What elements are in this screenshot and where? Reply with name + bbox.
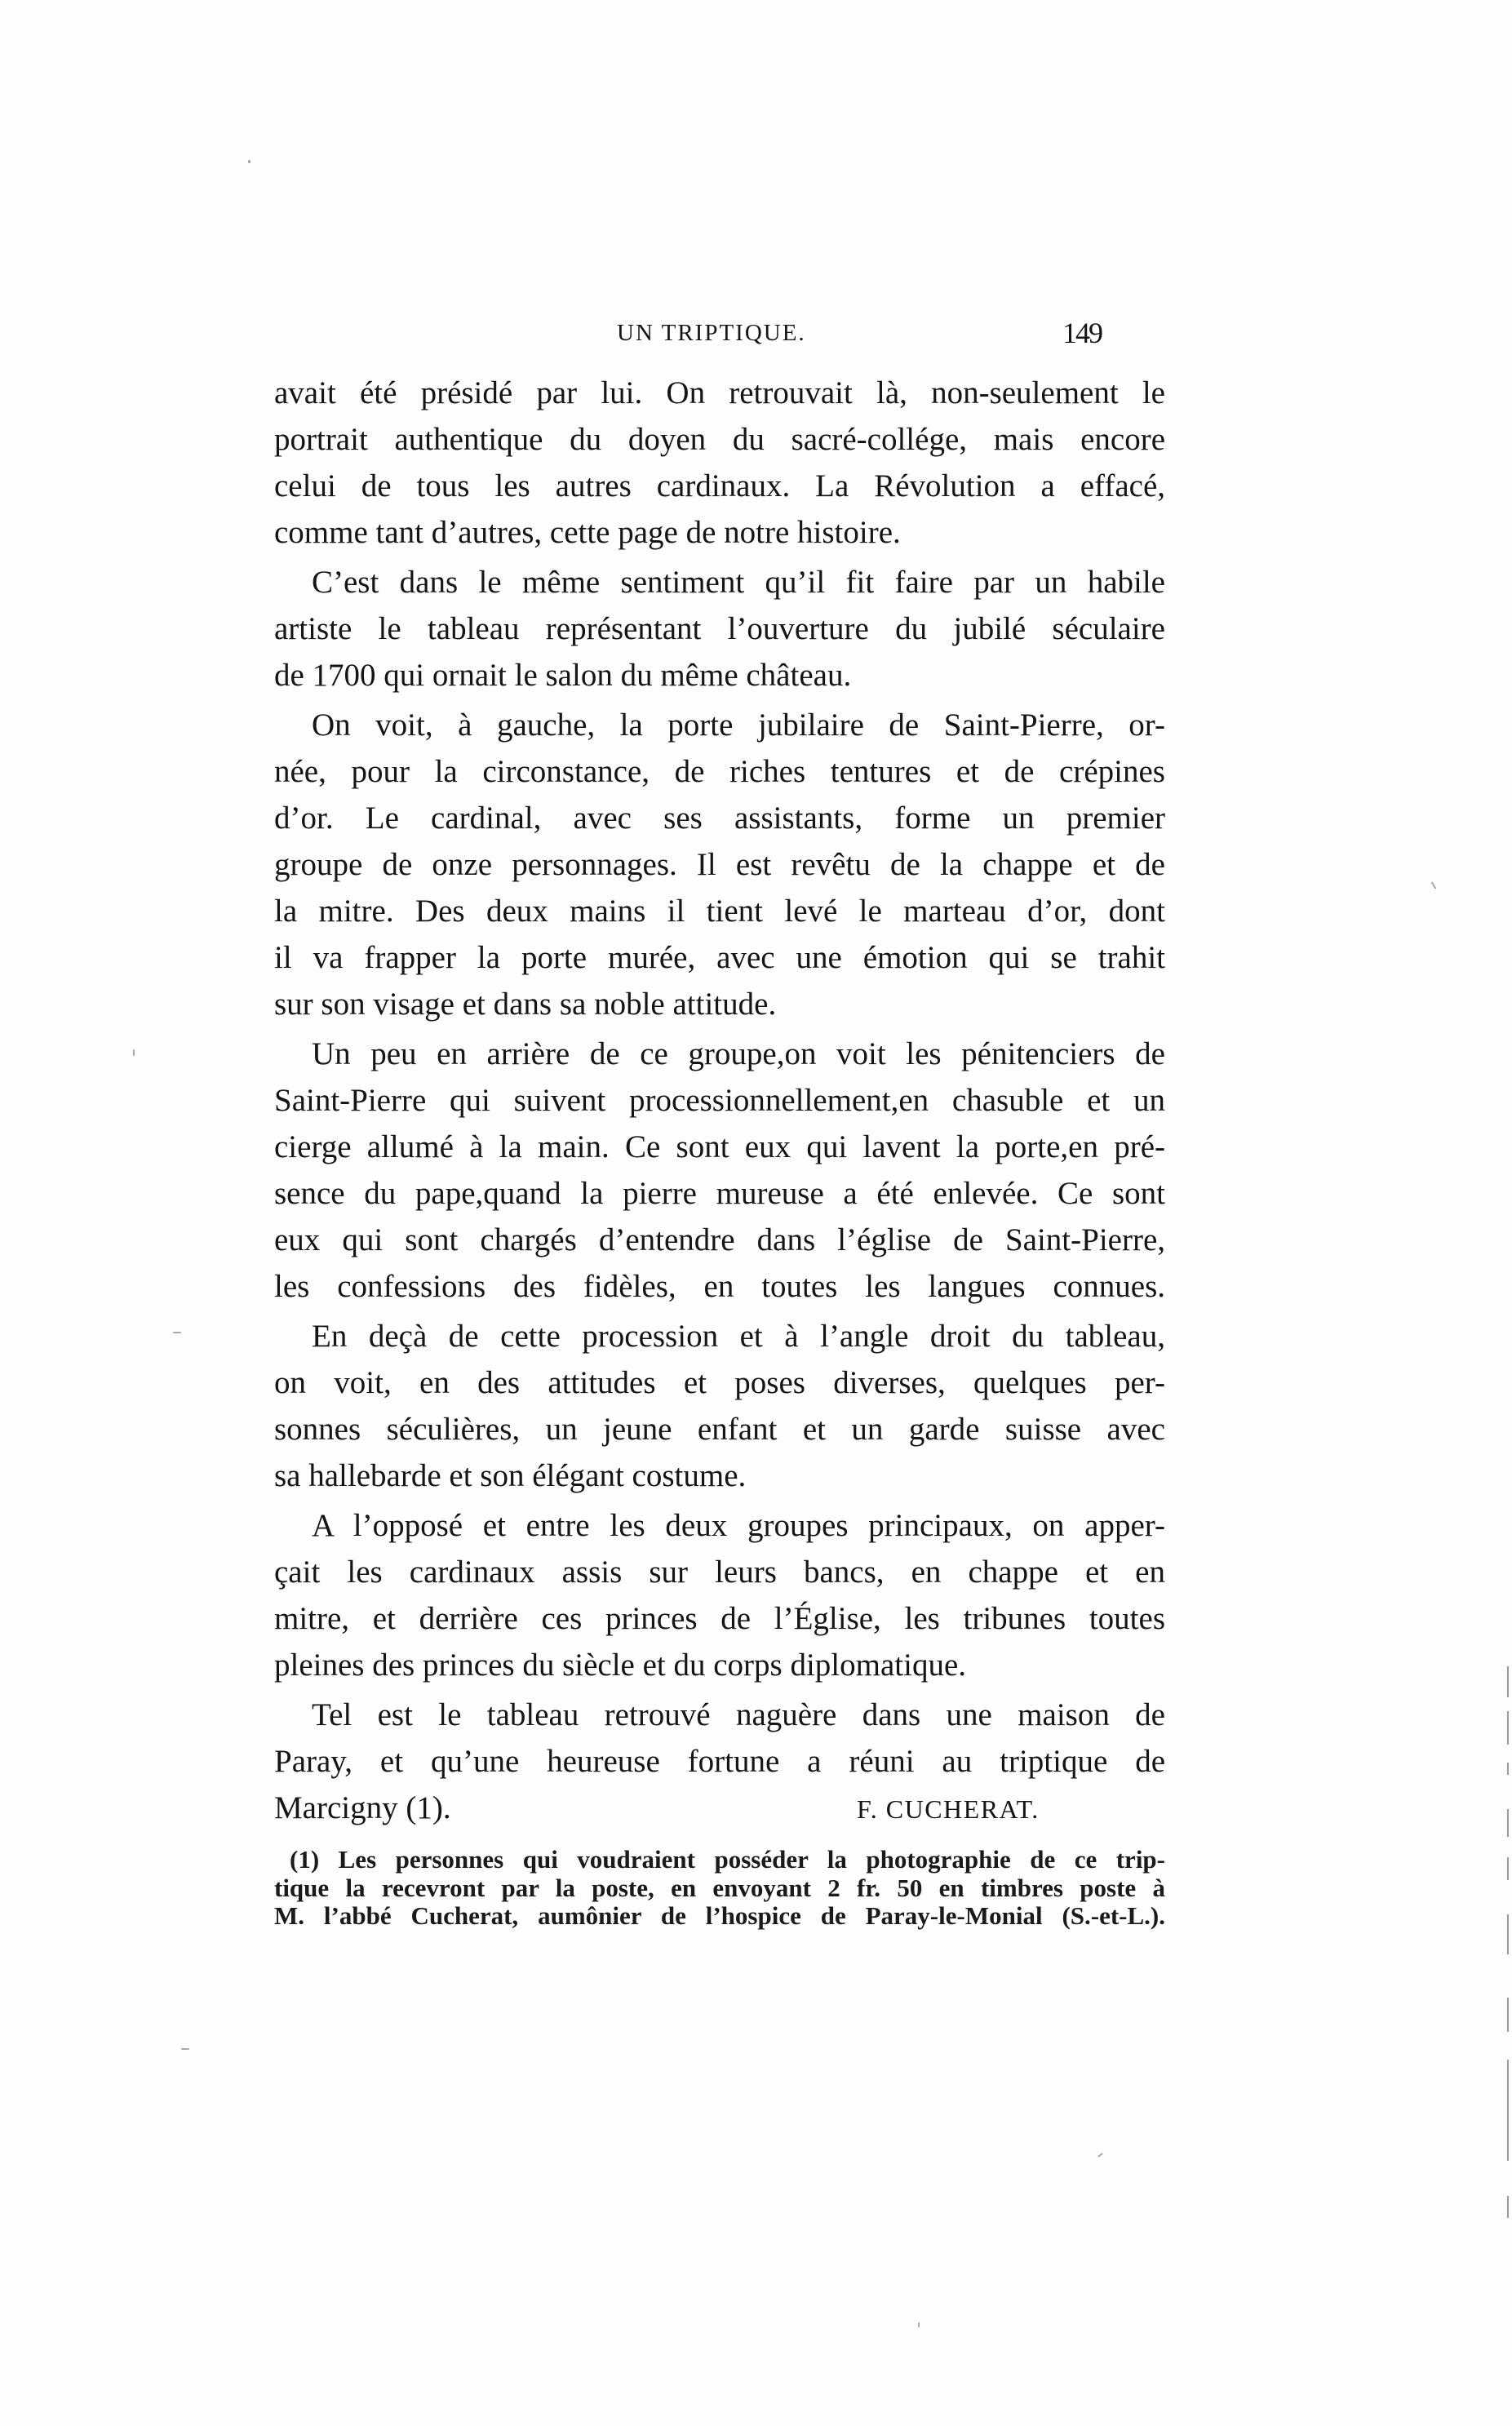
paragraph: [274, 370, 1165, 556]
scan-speck: [133, 1049, 135, 1056]
footnote: [274, 1846, 1165, 1931]
body-line: Saint-Pierre qui suivent processionnellement,en chasuble et un: [274, 1083, 1165, 1118]
body-line: çait les cardinaux assis sur leurs bancs, en chappe et en: [274, 1555, 1165, 1590]
scan-speck: [173, 1332, 181, 1333]
body-line: portrait authentique du doyen du sacré-collége, mais encore: [274, 422, 1165, 457]
body-text: [274, 370, 1165, 1831]
paragraph: [274, 702, 1165, 1027]
body-line: mitre, et derrière ces princes de l’Église, les tribunes toutes: [274, 1601, 1165, 1636]
scan-edge-line: [1507, 2196, 1509, 2218]
closing-reference: Marcigny (1).: [274, 1790, 451, 1825]
scan-speck: [248, 160, 251, 163]
scan-edge-line: [1507, 1998, 1509, 2032]
body-line: A l’opposé et entre les deux groupes principaux, on apper-: [312, 1508, 1165, 1543]
scan-edge-line: [1507, 1857, 1509, 1880]
scan-edge-line: [1507, 1809, 1509, 1837]
paragraph: [274, 1031, 1165, 1310]
paragraph: [274, 559, 1165, 699]
scan-edge-line: [1507, 1666, 1509, 1697]
body-line: cierge allumé à la main. Ce sont eux qui lavent la porte,en pré-: [274, 1129, 1165, 1164]
body-line: pleines des princes du siècle et du corps diplomatique.: [274, 1648, 967, 1683]
paragraph: [274, 1313, 1165, 1499]
body-line: la mitre. Des deux mains il tient levé le marteau d’or, dont: [274, 894, 1165, 929]
running-title: UN TRIPTIQUE.: [617, 320, 806, 346]
scan-edge-line: [1507, 1914, 1509, 1954]
scan-edge-line: [1507, 1763, 1509, 1775]
body-line: En deçà de cette procession et à l’angle droit du tableau,: [312, 1319, 1165, 1354]
scan-edge-line: [1507, 1711, 1509, 1745]
paragraph: [274, 1692, 1165, 1831]
body-line: d’or. Le cardinal, avec ses assistants, forme un premier: [274, 801, 1165, 836]
body-line: Tel est le tableau retrouvé naguère dans une maison de: [312, 1697, 1165, 1732]
scan-speck: [181, 2048, 189, 2050]
scan-speck: [1431, 881, 1437, 889]
footnote-line: tique la recevront par la poste, en envoyant 2 fr. 50 en timbres poste à: [274, 1873, 1165, 1902]
scan-edge-line: [1507, 2060, 1509, 2161]
body-line: il va frapper la porte murée, avec une émotion qui se trahit: [274, 940, 1165, 975]
body-line: sonnes séculières, un jeune enfant et un garde suisse avec: [274, 1412, 1165, 1447]
body-line: celui de tous les autres cardinaux. La Révolution a effacé,: [274, 468, 1165, 503]
author-signature: F. CUCHERAT.: [857, 1794, 1040, 1824]
body-line: sa hallebarde et son élégant costume.: [274, 1458, 747, 1493]
body-line: eux qui sont chargés d’entendre dans l’église de Saint-Pierre,: [274, 1222, 1165, 1257]
body-line: groupe de onze personnages. Il est revêtu de la chappe et de: [274, 847, 1165, 882]
body-line: de 1700 qui ornait le salon du même château.: [274, 658, 852, 693]
closing-line: [274, 1785, 1165, 1831]
body-line: avait été présidé par lui. On retrouvait là, non-seulement le: [274, 375, 1165, 410]
page-number: 149: [1062, 317, 1102, 349]
body-line: Paray, et qu’une heureuse fortune a réuni au triptique de: [274, 1744, 1165, 1779]
body-line: née, pour la circonstance, de riches tentures et de crépines: [274, 754, 1165, 789]
body-line: On voit, à gauche, la porte jubilaire de Saint-Pierre, or-: [312, 707, 1165, 743]
body-line: Un peu en arrière de ce groupe,on voit les pénitenciers de: [312, 1036, 1165, 1071]
body-line: sence du pape,quand la pierre mureuse a été enlevée. Ce sont: [274, 1176, 1165, 1211]
body-line: les confessions des fidèles, en toutes les langues connues.: [274, 1269, 1165, 1304]
footnote-line: (1) Les personnes qui voudraient posséder la photographie de ce trip-: [290, 1845, 1165, 1874]
body-line: artiste le tableau représentant l’ouverture du jubilé séculaire: [274, 611, 1165, 646]
scan-speck: [1097, 2153, 1103, 2158]
body-line: C’est dans le même sentiment qu’il fit faire par un habile: [312, 565, 1165, 600]
paragraph: [274, 1502, 1165, 1688]
footnote-line: M. l’abbé Cucherat, aumônier de l’hospice de Paray-le-Monial (S.-et-L.).: [274, 1901, 1165, 1930]
body-line: on voit, en des attitudes et poses diverses, quelques per-: [274, 1365, 1165, 1400]
body-line: comme tant d’autres, cette page de notre histoire.: [274, 515, 901, 550]
body-line: sur son visage et dans sa noble attitude.: [274, 987, 777, 1022]
scan-speck: [918, 2322, 920, 2327]
